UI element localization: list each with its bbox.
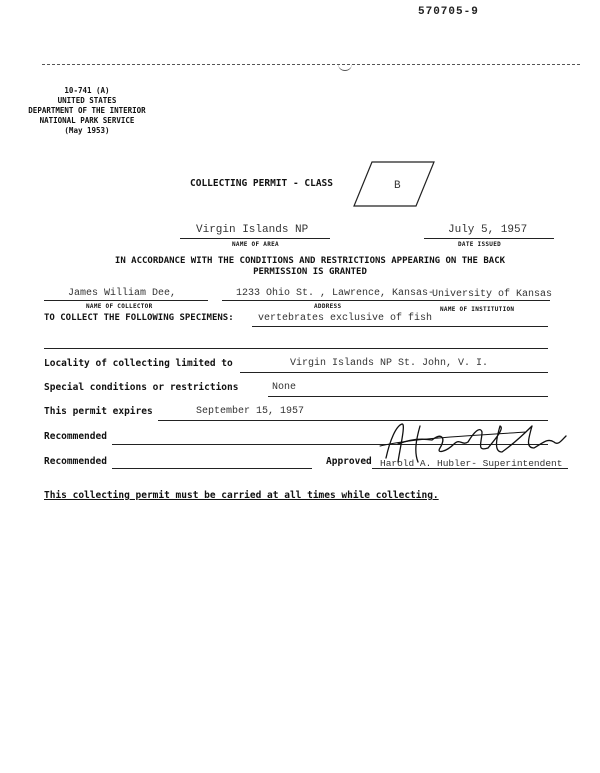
expires-value: September 15, 1957 <box>196 406 305 417</box>
specimens-underline-2 <box>44 348 548 349</box>
fold-mark <box>338 62 352 71</box>
collector-name-underline <box>44 300 208 301</box>
date-issued-value: July 5, 1957 <box>448 224 528 236</box>
special-label: Special conditions or restrictions <box>44 382 239 393</box>
signature-graphic <box>376 418 572 468</box>
collector-address-underline <box>222 300 432 301</box>
collector-name: James William Dee, <box>68 288 177 299</box>
document-number: 570705-9 <box>418 6 479 18</box>
locality-underline <box>240 372 548 373</box>
special-underline <box>268 396 548 397</box>
agency-line1: UNITED STATES <box>57 96 117 105</box>
approved-label: Approved <box>326 456 372 467</box>
collector-address: 1233 Ohio St. , Lawrence, Kansas- <box>236 288 435 299</box>
approved-signer: Harold A. Hubler- Superintendent <box>380 458 563 469</box>
accordance-line2: PERMISSION IS GRANTED <box>253 267 367 277</box>
agency-line2: DEPARTMENT OF THE INTERIOR <box>28 106 146 115</box>
collector-address-label: ADDRESS <box>314 303 342 310</box>
area-underline <box>180 238 330 239</box>
accordance-line1: IN ACCORDANCE WITH THE CONDITIONS AND RESTRICTIONS APPEARING ON THE BACK <box>114 256 506 266</box>
form-header <box>22 86 152 136</box>
agency-line3: NATIONAL PARK SERVICE <box>39 116 135 125</box>
specimens-label: TO COLLECT THE FOLLOWING SPECIMENS: <box>44 313 234 323</box>
expires-label: This permit expires <box>44 406 153 417</box>
locality-value: Virgin Islands NP St. John, V. I. <box>290 358 489 369</box>
specimens-underline <box>252 326 548 327</box>
form-id: 10-741 (A) <box>64 86 110 95</box>
special-value: None <box>272 382 297 393</box>
footer-note: This collecting permit must be carried at all times while collecting. <box>44 490 439 501</box>
date-issued-label: DATE ISSUED <box>458 241 502 248</box>
area-label: NAME OF AREA <box>232 241 279 248</box>
collector-name-label: NAME OF COLLECTOR <box>86 303 153 310</box>
collector-institution: University of Kansas <box>432 289 553 300</box>
recommended-underline-2 <box>112 468 312 469</box>
approved-underline <box>372 468 568 469</box>
specimens-value: vertebrates exclusive of fish <box>258 313 433 324</box>
date-issued-underline <box>424 238 554 239</box>
permit-title: COLLECTING PERMIT - CLASS <box>190 178 333 189</box>
recommended-label-1: Recommended <box>44 431 107 442</box>
form-date: (May 1953) <box>64 126 110 135</box>
permit-class: B <box>394 180 401 192</box>
fold-divider <box>42 64 580 65</box>
accordance-statement <box>60 256 560 278</box>
collector-institution-underline <box>432 300 550 301</box>
locality-label: Locality of collecting limited to <box>44 358 233 369</box>
collector-institution-label: NAME OF INSTITUTION <box>440 306 515 313</box>
recommended-label-2: Recommended <box>44 456 107 467</box>
area-value: Virgin Islands NP <box>196 224 309 236</box>
